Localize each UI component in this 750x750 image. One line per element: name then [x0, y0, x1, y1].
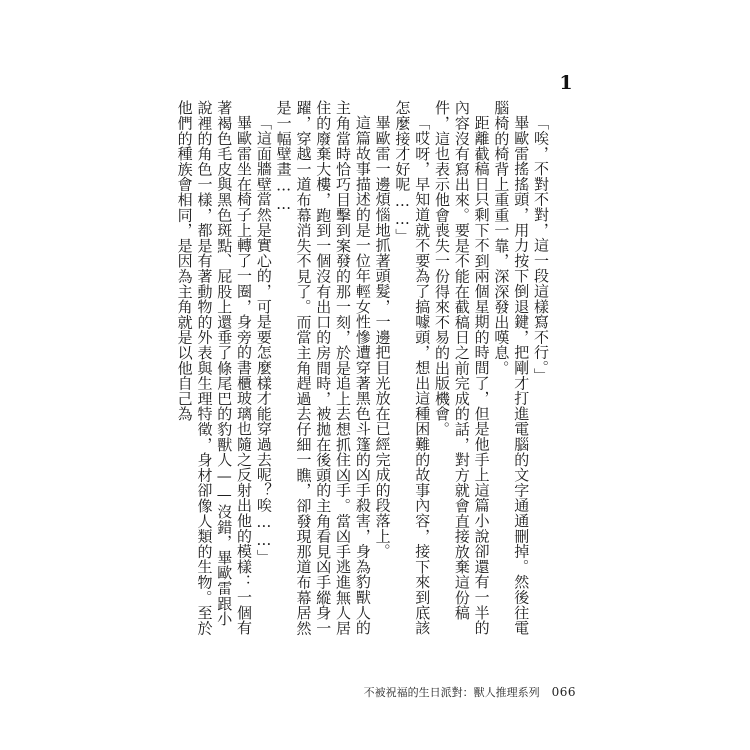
running-title: 不被祝福的生日派對：獸人推理系列	[363, 686, 540, 699]
body-text	[176, 100, 550, 640]
paragraph: 「哎呀，早知道就不要為了搞噱頭，想出這種困難的故事內容，接下來到底該怎麼接才好呢……」	[393, 100, 432, 636]
paragraph: 畢歐雷搖搖頭，用力按下倒退鍵，把剛才打進電腦的文字通通刪掉。然後往電腦椅的椅背上重重一靠，深深發出嘆息。	[492, 100, 531, 636]
paragraph: 「這面牆壁當然是實心的，可是要怎麼樣才能穿過去呢？唉……」	[254, 115, 273, 565]
chapter-number: 1	[559, 72, 573, 94]
paragraph: 畢歐雷坐在椅子上轉了一圈，身旁的書櫃玻璃也隨之反射出他的模樣：一個有著褐色毛皮與黑色斑點、屁股上還垂了條尾巴的豹獸人——沒錯，畢歐雷跟小說裡的角色一樣，都是有著動物的外表與生理特徵，身材卻像人類的生物。至於他們的種族會相同，是因為主角就是以他自己為	[176, 100, 254, 636]
paragraph: 這篇故事描述的是一位年輕女性慘遭穿著黑色斗篷的凶手殺害，身為豹獸人的主角當時恰巧目擊到案發的那一刻，於是追上去想抓住凶手。當凶手逃進無人居住的廢棄大樓，跑到一個沒有出口的房間時，被拋在後頭的主角看見凶手縱身一躍，穿越一道布幕消失不見了。而當主角趕過去仔細一瞧，卻發現那道布幕居然是一幅壁畫……	[274, 100, 372, 636]
paragraph: 距離截稿日只剩下不到兩個星期的時間了，但是他手上這篇小說卻還有一半的內容沒有寫出來。要是不能在截稿日之前完成的話，對方就會直接放棄這份稿件，這也表示他會喪失一份得來不易的出版機會。	[433, 100, 491, 636]
paragraph: 「唉，不對不對，這一段這樣寫不行。」	[532, 115, 550, 383]
page-number: 066	[551, 685, 576, 699]
page-footer	[363, 682, 576, 702]
paragraph: 畢歐雷一邊煩惱地抓著頭髮，一邊把目光放在已經完成的段落上。	[373, 115, 392, 559]
